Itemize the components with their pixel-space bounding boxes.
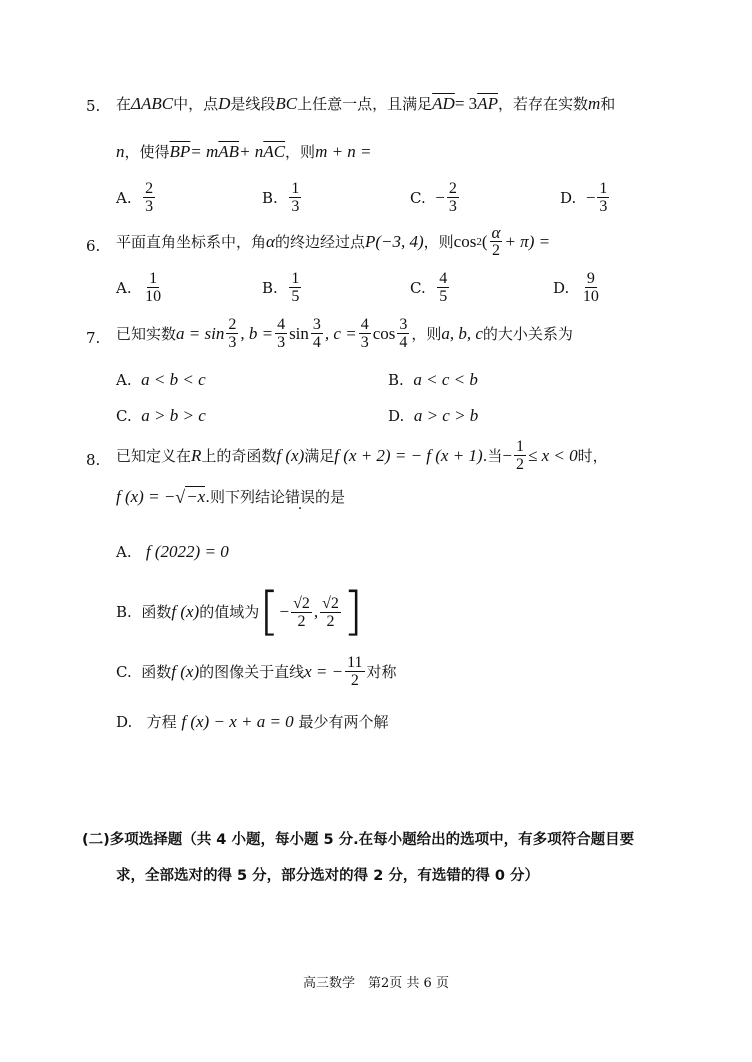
q5-text: 中，点 (173, 95, 219, 113)
q5-text: ，若存在实数 (497, 95, 588, 113)
frac-num: 1 (291, 270, 300, 287)
fraction (490, 224, 503, 259)
option-expr: a > b > c (141, 406, 206, 425)
frac-den: 3 (291, 198, 300, 215)
option-text: 的值域为 (199, 603, 260, 621)
frac-num: 11 (347, 654, 363, 671)
q5-triangle: ΔABC (131, 94, 174, 113)
q5-vector-bp: $\overline{BP}$ (169, 142, 191, 161)
option-label: B. (388, 371, 404, 389)
option-text: 的图像关于直线 (199, 662, 305, 681)
q7-b-eq: , b = (240, 323, 274, 343)
option-expr: a > c > b (413, 406, 479, 425)
frac-num: 3 (312, 316, 321, 333)
frac-den: 3 (228, 334, 237, 351)
q8-option-c[interactable] (116, 654, 397, 689)
option-text: 对称 (366, 662, 397, 681)
frac-num: 4 (439, 270, 448, 287)
frac-num: √2 (293, 594, 310, 612)
q5-plus-n: + n (239, 142, 264, 161)
frac-den: 2 (326, 612, 335, 630)
q5-option-b[interactable] (262, 180, 303, 215)
frac-den: 10 (582, 288, 599, 305)
q8-option-d[interactable] (116, 712, 388, 732)
frac-den: 2 (297, 612, 306, 630)
q7-cos: cos (372, 323, 396, 343)
q5-eq-m: = m (190, 142, 219, 161)
page-footer: 高三数学 第2页 共 6 页 (303, 976, 449, 991)
q6-point: P(−3, 4) (364, 231, 424, 251)
option-label: C. (410, 278, 426, 297)
option-sign: − (435, 187, 445, 207)
frac-den: 3 (599, 198, 608, 215)
option-text: 函数 (141, 662, 172, 681)
fraction (289, 270, 301, 305)
q8-condition: f (x + 2) = − f (x + 1) (334, 445, 483, 465)
frac-den: 5 (291, 288, 300, 305)
option-label: A. (116, 543, 132, 561)
option-text: 方程 (146, 713, 177, 731)
q6-option-d[interactable] (553, 270, 603, 305)
option-text: 函数 (141, 603, 172, 621)
frac-den: 3 (277, 334, 286, 351)
q8-text: 上的奇函数 (201, 446, 277, 465)
q7-option-a[interactable] (116, 370, 206, 390)
frac-den: 4 (399, 334, 408, 351)
section-heading-line1: (二)多项选择题（共 4 小题，每小题 5 分.在每小题给出的选项中，有多项符合题目要 (82, 832, 635, 848)
fraction (597, 180, 609, 215)
option-label: A. (116, 188, 132, 207)
right-bracket-icon: ] (342, 582, 364, 642)
q5-var-n: n (116, 142, 125, 161)
q8-text: .则下列结论 (205, 487, 285, 506)
frac-num: 2 (145, 180, 154, 197)
frac-num: 2 (448, 180, 457, 197)
option-label: D. (116, 713, 133, 731)
frac-num: 1 (515, 438, 524, 455)
neg-sign: − (279, 602, 290, 621)
q5-vector-ap: $\overline{AP}$ (477, 94, 498, 113)
frac-num: 2 (228, 316, 237, 333)
frac-num: 1 (291, 180, 300, 197)
q8-stem-line2 (116, 486, 345, 507)
option-label: C. (410, 188, 426, 207)
q7-abc: a, b, c (441, 323, 483, 343)
q5-text: ，则 (285, 143, 316, 161)
q5-text: ，使得 (124, 143, 170, 161)
q8-sqrt-arg: −x (186, 487, 206, 506)
option-expr: f (2022) = 0 (145, 542, 229, 561)
q7-number: 7. (86, 329, 101, 347)
q7-option-b[interactable] (388, 370, 478, 390)
frac-den: 3 (360, 334, 369, 351)
section-heading-line2: 求，全部选对的得 5 分，部分选对的得 2 分，有选错的得 0 分） (116, 868, 540, 884)
q5-option-c[interactable] (410, 180, 461, 215)
q8-option-b[interactable] (116, 582, 364, 642)
q7-option-d[interactable] (388, 406, 478, 426)
q7-sin: sin (289, 323, 309, 343)
q6-alpha: α (266, 231, 275, 251)
fraction (397, 316, 409, 351)
option-fx: f (x) (171, 602, 200, 621)
q6-option-a[interactable] (116, 270, 165, 305)
option-label: A. (116, 371, 132, 389)
option-fx: f (x) (171, 661, 200, 681)
fraction (289, 180, 301, 215)
q8-fx-def: f (x) = − (116, 486, 176, 506)
option-label: C. (116, 662, 132, 681)
fraction (437, 270, 449, 305)
q5-segment-bc: BC (275, 94, 298, 113)
left-bracket-icon: [ (259, 582, 280, 642)
q5-vector-ad: $\overline{AD}$ (432, 94, 455, 113)
frac-num: 9 (586, 270, 595, 287)
q8-stem-line1 (116, 438, 608, 473)
frac-num: 1 (149, 270, 158, 287)
fraction (311, 316, 323, 351)
frac-num: 4 (360, 316, 369, 333)
frac-den: 3 (448, 198, 457, 215)
q5-text: 是线段 (230, 95, 276, 113)
q5-text: 在 (116, 95, 132, 113)
q5-expression: m + n = (315, 142, 372, 161)
q5-text: 上任意一点，且满足 (297, 95, 433, 113)
option-sign: − (585, 187, 596, 207)
q5-vector-ab: $\overline{AB}$ (218, 142, 240, 161)
frac-den: 2 (491, 242, 500, 259)
q5-number: 5. (86, 97, 101, 115)
fraction (581, 270, 601, 305)
fraction (291, 595, 312, 630)
q7-c-eq: , c = (324, 323, 357, 343)
frac-den: 10 (145, 288, 162, 305)
option-expr: a < c < b (413, 370, 478, 389)
q6-plus-pi: + π) = (504, 231, 551, 251)
q5-option-a[interactable] (116, 180, 157, 215)
option-label: A. (116, 278, 132, 297)
q8-text: 已知定义在 (116, 446, 192, 465)
q8-text: 满足 (304, 446, 335, 465)
q8-text: 的是 (315, 487, 346, 506)
frac-num: 4 (277, 316, 286, 333)
q8-emphasis-error: 错误 · (285, 487, 315, 507)
option-expr: f (x) − x + a = 0 (181, 712, 294, 731)
frac-den: 5 (439, 288, 448, 305)
q5-option-d[interactable] (560, 180, 611, 215)
q8-fx: f (x) (276, 445, 305, 465)
q7-text: ，则 (411, 324, 442, 343)
q7-option-c[interactable] (116, 406, 206, 426)
q7-a-eq: a = sin (176, 323, 225, 343)
q7-stem (116, 316, 573, 351)
q8-number: 8. (86, 451, 101, 469)
q5-stem-line1 (116, 94, 615, 114)
frac-den: 2 (350, 672, 359, 689)
frac-den: 2 (515, 456, 524, 473)
option-label: D. (560, 188, 577, 207)
q5-point-d: D (218, 94, 231, 113)
q8-text: .当 (482, 446, 503, 465)
q6-cos: cos (453, 231, 477, 251)
option-label: C. (116, 407, 132, 425)
fraction (143, 270, 163, 305)
q8-option-a[interactable] (116, 542, 229, 562)
option-label: D. (553, 278, 570, 297)
q5-text: 和 (600, 95, 616, 113)
q6-sup: 2 (476, 235, 482, 248)
q8-text: 时， (577, 446, 608, 465)
frac-num: √2 (322, 594, 339, 612)
option-x: x = − (304, 661, 344, 681)
fraction (275, 316, 287, 351)
q6-text: 平面直角坐标系中，角 (116, 232, 267, 251)
q6-text: 的终边经过点 (274, 232, 365, 251)
q5-equals: = 3 (454, 94, 478, 113)
option-label: B. (116, 603, 132, 621)
option-label: B. (262, 278, 278, 297)
q8-neg: − (502, 445, 512, 465)
q6-option-b[interactable] (262, 270, 303, 305)
option-label: D. (388, 407, 405, 425)
fraction (359, 316, 371, 351)
option-expr: a < b < c (141, 370, 206, 389)
q6-stem (116, 224, 550, 259)
option-text: 最少有两个解 (298, 713, 389, 731)
q8-range: ≤ x < 0 (527, 445, 578, 465)
sqrt-icon: √ (175, 486, 186, 507)
q6-option-c[interactable] (410, 270, 451, 305)
fraction (514, 438, 526, 473)
frac-den: 4 (312, 334, 321, 351)
q7-text: 已知实数 (116, 324, 177, 343)
q6-paren: ( (481, 231, 488, 251)
frac-den: 3 (145, 198, 154, 215)
fraction (447, 180, 459, 215)
fraction (143, 180, 155, 215)
q7-text: 的大小关系为 (482, 324, 573, 343)
fraction (226, 316, 238, 351)
fraction (320, 595, 341, 630)
q8-r: R (191, 445, 202, 465)
q5-stem-line2 (116, 142, 372, 162)
q6-text: ，则 (423, 232, 454, 251)
q5-vector-ac: $\overline{AC}$ (263, 142, 286, 161)
option-label: B. (262, 188, 278, 207)
frac-num: 1 (599, 180, 608, 197)
comma: , (313, 602, 319, 621)
q5-var-m: m (587, 94, 601, 113)
q6-number: 6. (86, 237, 101, 255)
frac-num: α (491, 223, 501, 242)
fraction (345, 654, 364, 689)
frac-num: 3 (399, 316, 408, 333)
